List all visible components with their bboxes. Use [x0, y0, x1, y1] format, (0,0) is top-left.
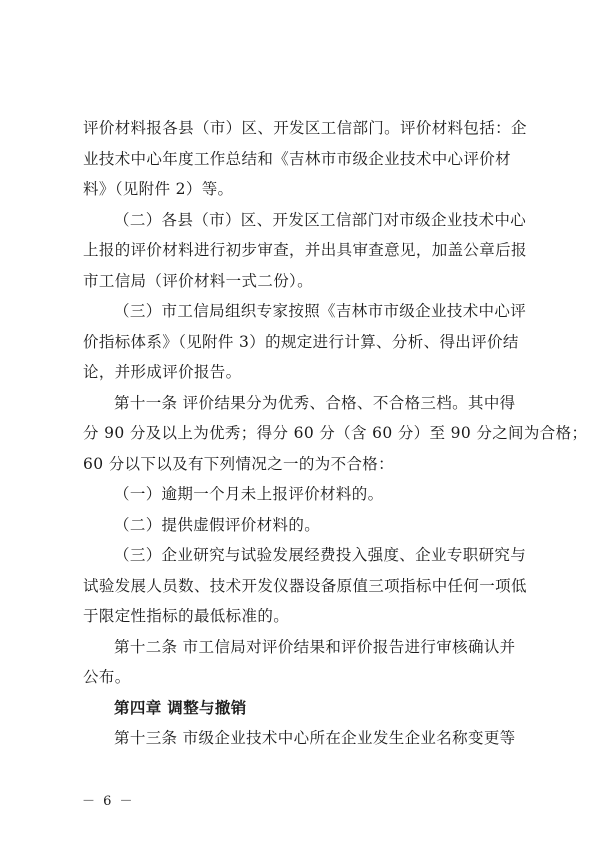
body-line: 价指标体系》（见附件 3）的规定进行计算、分析、得出评价结	[83, 332, 519, 351]
body-line: 业技术中心年度工作总结和《吉林市市级企业技术中心评价材	[83, 149, 511, 168]
body-line: （二）提供虚假评价材料的。	[114, 515, 321, 534]
body-line: （三）市工信局组织专家按照《吉林市市级企业技术中心评	[114, 302, 527, 320]
chapter-heading: 第四章 调整与撤销	[114, 698, 247, 717]
body-line: 第十三条 市级企业技术中心所在企业发生企业名称变更等	[114, 729, 516, 747]
body-line: （三）企业研究与试验发展经费投入强度、企业专职研究与	[114, 546, 527, 564]
body-line: 于限定性指标的最低标准的。	[83, 607, 290, 625]
page-number: － 6 －	[82, 794, 135, 809]
body-line: 第十一条 评价结果分为优秀、合格、不合格三档。其中得	[114, 393, 516, 412]
body-line: 分 90 分及以上为优秀；得分 60 分（含 60 分）至 90 分之间为合格；	[83, 424, 588, 442]
body-line: 上报的评价材料进行初步审查，并出具审查意见，加盖公章后报	[83, 241, 527, 259]
body-line: 第十二条 市工信局对评价结果和评价报告进行审核确认并	[114, 637, 516, 656]
body-line: 论，并形成评价报告。	[83, 363, 242, 381]
document-body	[83, 113, 588, 754]
body-line: 60 分以下以及有下列情况之一的为不合格：	[83, 454, 395, 473]
body-line: 市工信局（评价材料一式二份）。	[83, 271, 314, 290]
body-line: 料》（见附件 2）等。	[83, 180, 234, 198]
body-line: （一）逾期一个月未上报评价材料的。	[114, 485, 384, 503]
body-line: （二）各县（市）区、开发区工信部门对市级企业技术中心	[114, 210, 527, 229]
body-line: 试验发展人员数、技术开发仪器设备原值三项指标中任何一项低	[83, 576, 527, 595]
body-line: 公布。	[83, 668, 131, 686]
body-line: 评价材料报各县（市）区、开发区工信部门。评价材料包括：企	[83, 119, 527, 137]
